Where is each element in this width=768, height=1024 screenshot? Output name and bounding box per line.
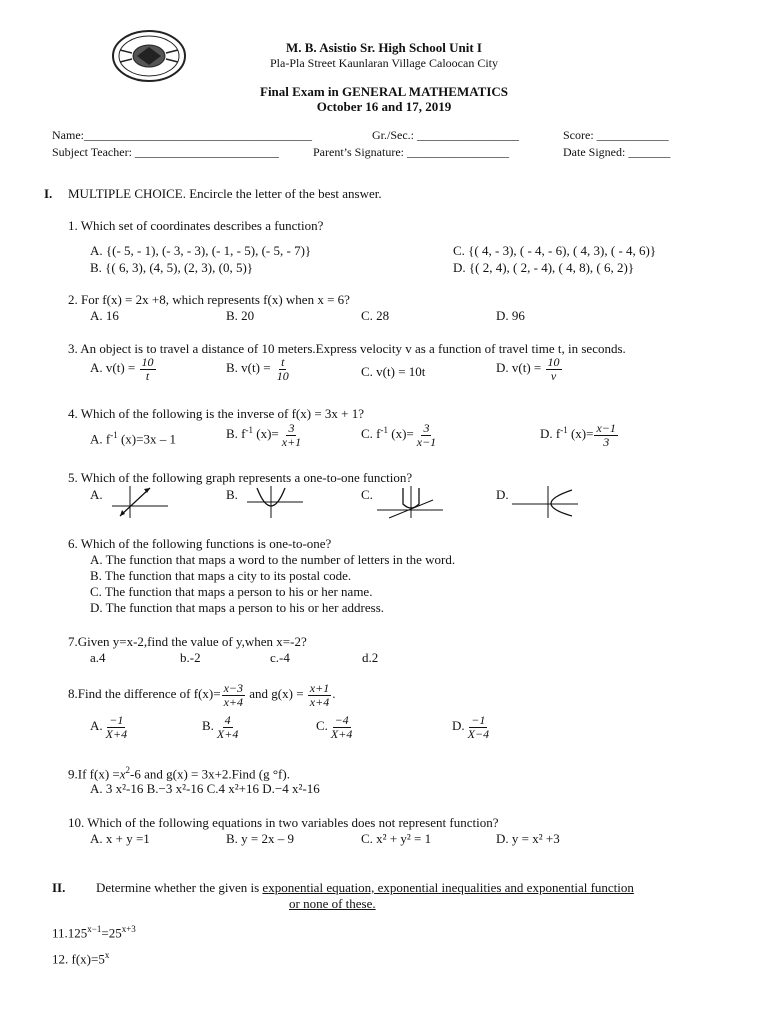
q6-option-b[interactable]: B. The function that maps a city to its postal code. [90, 568, 352, 583]
part2-underlined-1: exponential equation, exponential inequalities and exponential function [262, 880, 634, 895]
q4-b-rest: (x)= [253, 426, 279, 442]
denominator: X+4 [105, 726, 128, 741]
numerator: −4 [334, 713, 349, 727]
q5-text: 5. Which of the following graph represents a one-to-one function? [68, 470, 413, 485]
q4-c-rest: (x)= [388, 426, 414, 442]
score-field[interactable]: Score: ____________ [563, 128, 669, 142]
q12-sup: x [104, 950, 110, 960]
q3-option-a[interactable] [90, 356, 157, 382]
denominator: x−1 [416, 434, 437, 449]
graph-c-icon[interactable] [375, 484, 445, 520]
q4-d-fraction [594, 422, 617, 448]
school-address: Pla-Pla Street Kaunlaran Village Caloocan City [270, 56, 498, 70]
q2-option-c[interactable]: C. 28 [361, 308, 390, 323]
q4-option-c[interactable] [361, 422, 439, 448]
q3-option-a-fraction [140, 356, 156, 382]
part1-instruction: MULTIPLE CHOICE. Encircle the letter of the best answer. [68, 186, 382, 201]
q10-option-c[interactable]: C. x² + y² = 1 [361, 831, 432, 846]
q4-b-fraction [280, 422, 303, 448]
parent-signature-field[interactable]: Parent’s Signature: _________________ [313, 145, 509, 159]
numerator: −1 [471, 713, 486, 727]
q8-text-end: . [332, 686, 336, 702]
q4-b-f: B. f [226, 426, 246, 442]
q9-options[interactable]: A. 3 x²-16 B.−3 x²-16 C.4 x²+16 D.−4 x²-16 [90, 781, 320, 796]
q11-sup2: x+3 [121, 924, 136, 934]
q8-b-fraction [215, 714, 240, 740]
q6-option-a[interactable]: A. The function that maps a word to the number of letters in the word. [90, 552, 456, 567]
q8-c-label: C. [316, 718, 328, 734]
denominator: t [145, 368, 150, 383]
q3-option-d-label: D. v(t) = [496, 360, 542, 376]
numerator: x−1 [596, 421, 616, 435]
q10-option-b[interactable]: B. y = 2x – 9 [226, 831, 295, 846]
q9-sup: 2 [125, 765, 131, 775]
q4-option-a[interactable] [90, 430, 176, 447]
q9-var: x [119, 766, 126, 782]
graph-b-icon[interactable] [245, 484, 305, 520]
graph-d-icon[interactable] [510, 484, 580, 520]
q8-d-label: D. [452, 718, 465, 734]
q8-a-label: A. [90, 718, 103, 734]
q1-option-a[interactable]: A. {(- 5, - 1), (- 3, - 3), (- 1, - 5), (- 5, - 7)} [90, 243, 312, 258]
exam-title: Final Exam in GENERAL MATHEMATICS [260, 84, 508, 99]
q4-c-fraction [415, 422, 438, 448]
numerator: 4 [224, 713, 231, 727]
q5-option-a[interactable]: A. [90, 487, 103, 502]
q11-sup1: x−1 [87, 924, 102, 934]
q7-option-a[interactable]: a.4 [90, 650, 106, 665]
q8-option-c[interactable] [316, 714, 355, 740]
q3-option-a-label: A. v(t) = [90, 360, 136, 376]
q3-option-b[interactable] [226, 356, 292, 382]
denominator: 3 [603, 434, 610, 449]
teacher-field[interactable]: Subject Teacher: ________________________ [52, 145, 279, 159]
q1-option-c[interactable]: C. {( 4, - 3), ( - 4, - 6), ( 4, 3), ( - 4, 6)} [453, 243, 657, 258]
q4-d-sup: -1 [560, 424, 568, 435]
q4-a-sup: -1 [110, 430, 118, 440]
grade-section-field[interactable]: Gr./Sec.: _________________ [372, 128, 519, 142]
q1-option-d[interactable]: D. {( 2, 4), ( 2, - 4), ( 4, 8), ( 6, 2)} [453, 260, 635, 275]
q8-text [68, 682, 335, 708]
numerator: x−3 [223, 681, 244, 695]
q4-d-rest: (x)= [567, 426, 594, 442]
q2-text: 2. For f(x) = 2x +8, which represents f(x) when x = 6? [68, 292, 350, 307]
q8-text-mid: and g(x) = [246, 686, 307, 702]
q4-text: 4. Which of the following is the inverse of f(x) = 3x + 1? [68, 406, 365, 421]
q9-text-pre: 9.If f(x) = [68, 766, 120, 782]
numerator: 3 [288, 421, 295, 435]
denominator: x+4 [223, 694, 244, 709]
q10-text: 10. Which of the following equations in two variables does not represent function? [68, 815, 499, 830]
q3-option-d-fraction [546, 356, 562, 382]
q10-option-a[interactable]: A. x + y =1 [90, 831, 150, 846]
q8-option-a[interactable] [90, 714, 130, 740]
q6-option-d[interactable]: D. The function that maps a person to his or her address. [90, 600, 384, 615]
q10-option-d[interactable]: D. y = x² +3 [496, 831, 560, 846]
q8-a-fraction [104, 714, 129, 740]
q6-text: 6. Which of the following functions is one-to-one? [68, 536, 332, 551]
q3-option-d[interactable] [496, 356, 563, 382]
numerator: 3 [423, 421, 430, 435]
q7-option-c[interactable]: c.-4 [270, 650, 290, 665]
q11-pre: 11.125 [52, 925, 88, 941]
part2-roman: II. [52, 880, 66, 895]
q5-option-c[interactable]: C. [361, 487, 373, 502]
numerator: t [281, 355, 285, 369]
q5-option-d[interactable]: D. [496, 487, 509, 502]
q8-g-fraction [308, 682, 331, 708]
q7-option-b[interactable]: b.-2 [180, 650, 201, 665]
q4-c-f: C. f [361, 426, 381, 442]
q2-option-b[interactable]: B. 20 [226, 308, 255, 323]
q5-option-b[interactable]: B. [226, 487, 238, 502]
q9-text-end: -6 and g(x) = 3x+2.Find (g °f). [130, 766, 290, 782]
numerator: 10 [141, 355, 154, 369]
denominator: X+4 [216, 726, 239, 741]
q11-mid: =25 [101, 925, 122, 941]
part2-underlined-2: or none of these. [289, 896, 376, 911]
q4-c-sup: -1 [380, 424, 388, 435]
q3-option-b-fraction [275, 356, 291, 382]
q3-option-b-label: B. v(t) = [226, 360, 271, 376]
part1-roman: I. [44, 186, 53, 201]
q4-a-f: A. f [90, 431, 111, 447]
q1-text: 1. Which set of coordinates describes a function? [68, 218, 324, 233]
q4-d-f: D. f [540, 426, 561, 442]
denominator: x+1 [281, 434, 302, 449]
q8-f-fraction [222, 682, 245, 708]
name-field[interactable]: Name:______________________________________ [52, 128, 312, 142]
q4-option-b[interactable] [226, 422, 304, 448]
q3-text: 3. An object is to travel a distance of 10 meters.Express velocity v as a function of travel time t, in seconds. [68, 341, 626, 356]
q9-text [68, 765, 290, 782]
q1-option-b[interactable]: B. {( 6, 3), (4, 5), (2, 3), (0, 5)} [90, 260, 254, 275]
q8-b-label: B. [202, 718, 214, 734]
denominator: X+4 [330, 726, 353, 741]
q8-c-fraction [329, 714, 354, 740]
denominator: x+4 [309, 694, 330, 709]
q12-text [52, 950, 109, 967]
q2-option-d[interactable]: D. 96 [496, 308, 525, 323]
q12-pre: 12. f(x)=5 [52, 951, 105, 967]
q2-option-a[interactable]: A. 16 [90, 308, 119, 323]
denominator: 10 [276, 368, 289, 383]
q4-a-rest: (x)=3x – 1 [117, 431, 176, 447]
graph-a-icon[interactable] [110, 484, 170, 520]
q6-option-c[interactable]: C. The function that maps a person to his or her name. [90, 584, 373, 599]
denominator: v [550, 368, 557, 383]
denominator: X−4 [467, 726, 490, 741]
date-signed-field[interactable]: Date Signed: _______ [563, 145, 671, 159]
q7-option-d[interactable]: d.2 [362, 650, 379, 665]
exam-date: October 16 and 17, 2019 [316, 99, 452, 114]
school-name: M. B. Asistio Sr. High School Unit I [285, 40, 482, 55]
q8-option-d[interactable] [452, 714, 492, 740]
q3-option-c[interactable]: C. v(t) = 10t [361, 364, 426, 379]
part2-instruction [96, 880, 634, 896]
numerator: 10 [547, 355, 560, 369]
q8-d-fraction [466, 714, 491, 740]
q8-option-b[interactable] [202, 714, 241, 740]
q4-option-d[interactable] [540, 422, 619, 448]
q11-text [52, 924, 136, 941]
q7-text: 7.Given y=x-2,find the value of y,when x=-2? [68, 634, 307, 649]
numerator: −1 [109, 713, 124, 727]
part2-intro: Determine whether the given is [96, 880, 263, 895]
numerator: x+1 [309, 681, 330, 695]
q4-b-sup: -1 [245, 424, 253, 435]
q8-text-pre: 8.Find the difference of f(x)= [68, 686, 221, 702]
